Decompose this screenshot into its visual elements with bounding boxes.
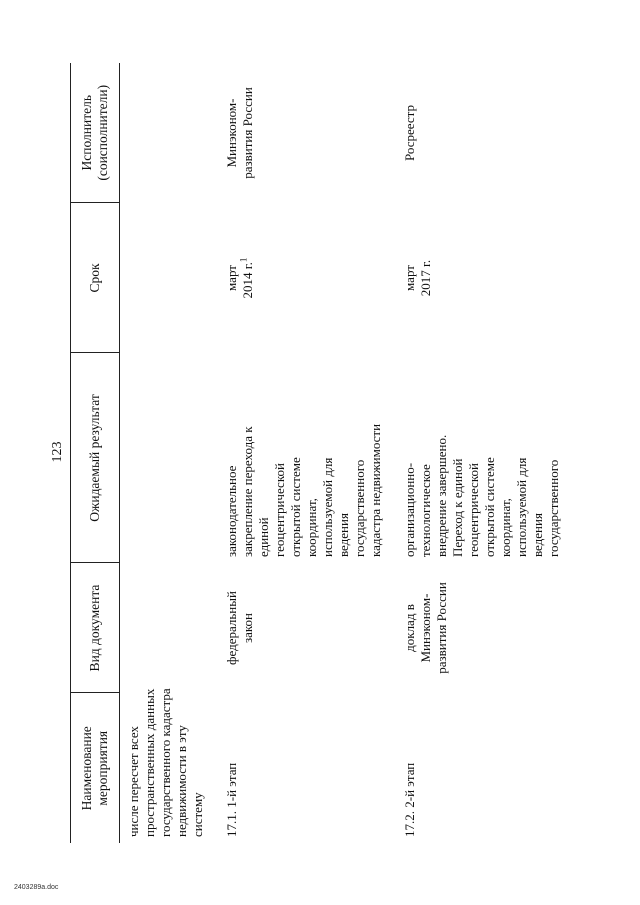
header-doc-type: Вид документа: [71, 563, 120, 693]
measures-table: [70, 63, 562, 843]
row-name: 17.1. 1-й этап: [224, 762, 239, 837]
intro-text: числе пересчет всех пространственных данных государственного кадастра недвижимости в эту систему: [126, 688, 205, 837]
row-term: март 2017 г.: [402, 259, 433, 297]
row-result: организационно- технологическое внедрение завершено. Переход к единой геоцентрической открытой системе координат, используемой для ведения государственного: [402, 434, 561, 557]
row-result: законодательное закрепление перехода к единой геоцентрической открытой системе координат, используемой для ведения государственного кадастра недвижимости: [224, 423, 383, 557]
row-name: 17.2. 2-й этап: [402, 762, 417, 837]
page-number: 123: [50, 441, 65, 463]
document-file-code: 2403289a.doc: [14, 884, 59, 891]
row-executor: Росреестр: [402, 105, 417, 161]
header-name: Наименование мероприятия: [71, 693, 120, 843]
table-row: [206, 63, 384, 843]
header-result: Ожидаемый результат: [71, 353, 120, 563]
row-doc-type: доклад в Минэконом- развития России: [402, 582, 449, 674]
header-executor: Исполнитель (соисполнители): [71, 63, 120, 203]
row-term: март 2014 г.: [224, 262, 255, 299]
rotated-page: [40, 31, 600, 873]
table-header-row: [71, 63, 120, 843]
header-term: Срок: [71, 203, 120, 353]
table-row: [384, 63, 562, 843]
row-executor: Минэконом- развития России: [224, 87, 255, 179]
footnote-mark: 1: [238, 257, 249, 263]
intro-row: [120, 63, 207, 843]
row-doc-type: федеральный закон: [224, 591, 255, 665]
